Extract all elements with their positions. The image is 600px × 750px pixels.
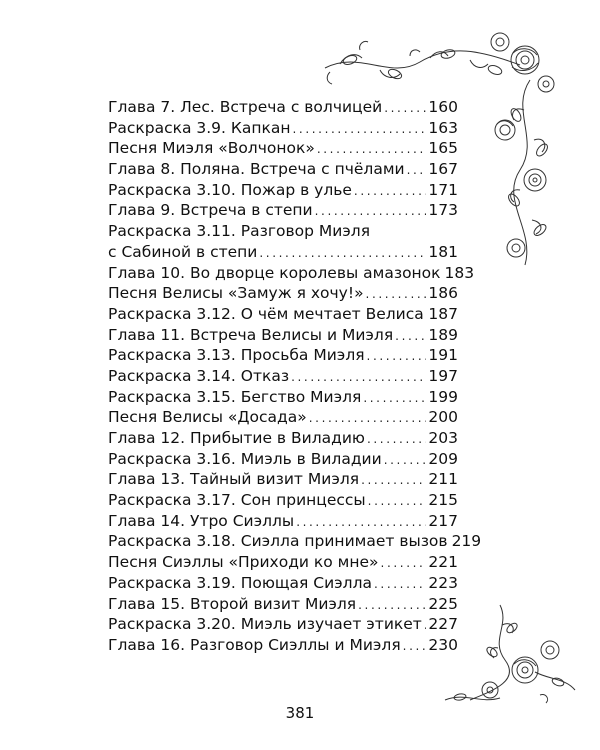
toc-leader-dots [381,553,427,574]
toc-entry-page: 160 [428,98,458,116]
toc-entry-title: Глава 16. Разговор Сиэллы и Миэля [108,635,401,654]
toc-entry [108,159,458,180]
toc-entry-page: 209 [428,449,458,468]
toc-entry-title: Раскраска 3.10. Пожар в улье [108,180,352,199]
toc-leader-dots [424,615,427,636]
toc-entry [108,490,458,511]
toc-entry [108,635,458,656]
toc-entry-title: Глава 12. Прибытие в Виладию [108,429,365,447]
toc-entry-title: Раскраска 3.20. Миэль изучает этикет [108,615,422,634]
toc-entry-page: 211 [428,470,458,489]
toc-leader-dots [426,305,427,326]
toc-entry [108,263,475,284]
toc-leader-dots [384,98,426,119]
toc-entry-title: Глава 15. Второй визит Миэля [108,594,357,613]
toc-entry-page: 219 [451,532,482,551]
toc-leader-dots [293,119,427,140]
toc-entry [108,428,458,449]
toc-entry-page: 186 [428,284,458,303]
toc-entry-title: Раскраска 3.17. Сон принцессы [108,491,366,510]
toc-entry-page: 221 [428,553,458,572]
toc-leader-dots [309,408,427,429]
toc-entry-page: 181 [428,242,458,261]
floral-ornament-bottom-icon [440,600,580,710]
toc-entry [108,138,458,159]
toc-leader-dots [384,450,427,471]
toc-entry-page: 197 [428,366,458,385]
toc-entry-page: 227 [428,615,458,634]
toc-entry-title: Глава 10. Во дворце королевы амазонок [108,263,441,282]
toc-entry-title: Песня Велисы «Досада» [108,408,307,427]
toc-entry [108,180,458,201]
toc-entry-title: Раскраска 3.18. Сиэлла принимает вызов [108,532,448,551]
toc-entry [108,97,458,118]
toc-entry-title: Песня Велисы «Замуж я хочу!» [108,284,364,303]
toc-entry-continuation [108,242,458,263]
toc-entry-title-line2: с Сабиной в степи [108,242,258,261]
toc-entry-title: Раскраска 3.14. Отказ [108,366,290,385]
toc-leader-dots [366,284,427,305]
toc-entry-page: 189 [428,325,458,344]
toc-entry-title: Раскраска 3.15. Бегство Миэля [108,387,362,406]
toc-entry [108,200,458,221]
toc-leader-dots [361,470,426,491]
toc-entry-title: Глава 11. Встреча Велисы и Миэля [108,325,394,344]
toc-leader-dots [296,512,426,533]
toc-entry-page: 173 [428,201,458,220]
toc-entry [108,345,458,366]
toc-entry-title: Раскраска 3.13. Просьба Миэля [108,346,365,365]
toc-entry-page: 165 [428,139,458,158]
toc-entry-page: 203 [428,429,458,447]
toc-leader-dots [368,491,427,512]
toc-entry-title: Глава 13. Тайный визит Миэля [108,470,360,489]
toc-entry [108,387,458,408]
toc-entry-title: Глава 14. Утро Сиэллы [108,511,295,530]
toc-entry [108,573,458,594]
toc-entry-title: Песня Миэля «Волчонок» [108,139,315,158]
toc-entry-page: 223 [428,573,458,592]
toc-entry [108,304,458,325]
toc-entry [108,511,458,532]
toc-entry [108,325,458,346]
toc-entry-page: 163 [428,118,458,137]
toc-leader-dots [367,346,427,367]
toc-leader-dots [315,201,427,222]
toc-entry [108,469,458,490]
toc-leader-dots [363,388,426,409]
page-number: 381 [285,704,315,722]
toc-entry-title: Глава 8. Поляна. Встреча с пчёлами [108,160,405,179]
toc-entry [108,118,458,139]
toc-entry-page: 200 [428,408,458,427]
toc-entry [108,552,458,573]
toc-entry-title: Глава 7. Лес. Встреча с волчицей [108,98,383,116]
toc-entry [108,283,458,304]
toc-leader-dots [395,326,426,347]
toc-entry-title: Раскраска 3.11. Разговор Миэля [108,222,371,241]
toc-entry-page: 199 [428,387,458,406]
toc-entry [108,594,458,615]
toc-entry-page: 230 [428,635,458,654]
toc-entry-page: 225 [428,594,458,613]
toc-leader-dots [403,636,427,657]
toc-entry-page: 215 [428,491,458,510]
toc-entry-title: Раскраска 3.12. О чём мечтает Велиса [108,304,424,323]
toc-leader-dots [374,574,426,595]
toc-entry-title: Раскраска 3.9. Капкан [108,118,291,137]
toc-entry [108,531,482,552]
toc-entry [108,366,458,387]
toc-entry-page: 187 [428,304,458,323]
toc-leader-dots [367,429,426,450]
toc-entry-title: Песня Сиэллы «Приходи ко мне» [108,553,379,572]
toc-leader-dots [291,367,426,388]
toc-entry [108,221,458,262]
toc-leader-dots [317,139,427,160]
toc-entry-page: 183 [444,263,475,282]
toc-entry [108,614,458,635]
toc-entry-page: 167 [428,160,458,179]
toc-entry-page: 191 [428,346,458,365]
toc-leader-dots [354,181,426,202]
toc-entry-title: Глава 9. Встреча в степи [108,201,313,220]
toc-entry-title: Раскраска 3.19. Поющая Сиэлла [108,573,372,592]
toc-leader-dots [259,243,426,264]
toc-entry-page: 217 [428,511,458,530]
toc-leader-dots [407,160,427,181]
toc-entry-title: Раскраска 3.16. Миэль в Виладии [108,449,382,468]
toc-leader-dots [358,595,426,616]
table-of-contents [108,97,482,656]
toc-entry [108,407,458,428]
toc-entry-page: 171 [428,180,458,199]
toc-entry [108,449,458,470]
